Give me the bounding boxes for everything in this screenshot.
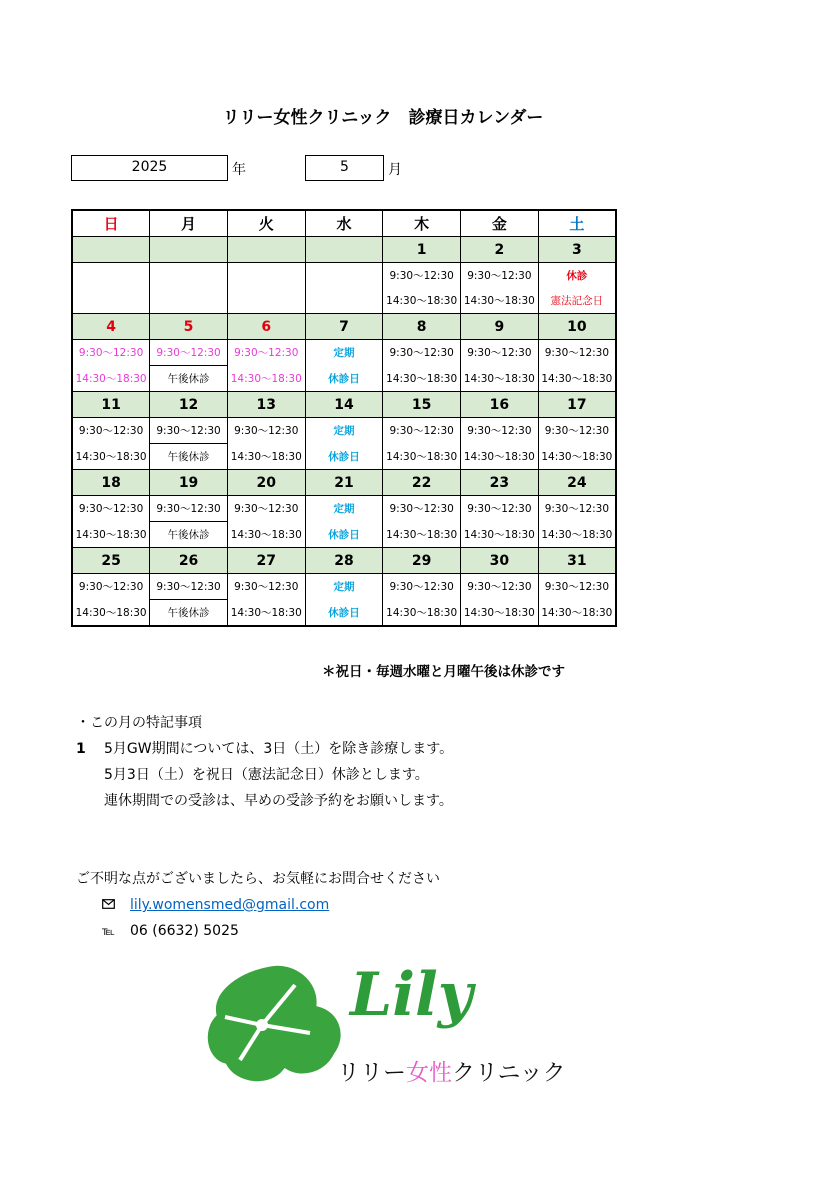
am-hours-cell: 定期 (305, 574, 383, 600)
date-row (72, 237, 616, 263)
am-hours-cell: 9:30～12:30 (72, 496, 150, 522)
tel-number[interactable]: 06 (6632) 5025 (130, 923, 239, 939)
contact-section (76, 866, 440, 944)
am-hours-cell: 9:30～12:30 (461, 574, 539, 600)
pm-hours-cell: 14:30～18:30 (383, 444, 461, 470)
date-cell: 13 (227, 392, 305, 418)
date-row (72, 548, 616, 574)
date-cell: 29 (383, 548, 461, 574)
date-cell: 15 (383, 392, 461, 418)
am-hours-row (72, 496, 616, 522)
am-hours-cell: 9:30～12:30 (538, 418, 616, 444)
pm-hours-row (72, 444, 616, 470)
pm-hours-cell: 14:30～18:30 (72, 444, 150, 470)
pm-hours-cell: 14:30～18:30 (72, 522, 150, 548)
pm-hours-row (72, 366, 616, 392)
am-hours-cell: 9:30～12:30 (538, 340, 616, 366)
pm-hours-cell: 14:30～18:30 (461, 366, 539, 392)
pm-hours-cell (305, 288, 383, 314)
date-cell (150, 237, 228, 263)
weekday-mon: 月 (150, 210, 228, 237)
date-cell: 22 (383, 470, 461, 496)
email-row (76, 892, 440, 918)
am-hours-cell: 9:30～12:30 (461, 263, 539, 289)
am-hours-cell: 9:30～12:30 (227, 574, 305, 600)
tel-icon: ℡ (102, 924, 115, 938)
date-cell: 27 (227, 548, 305, 574)
date-cell (72, 237, 150, 263)
am-hours-cell: 9:30～12:30 (383, 574, 461, 600)
pm-hours-cell: 14:30～18:30 (383, 366, 461, 392)
pm-hours-cell: 14:30～18:30 (227, 600, 305, 627)
date-cell: 7 (305, 314, 383, 340)
pm-hours-cell: 14:30～18:30 (461, 288, 539, 314)
pm-hours-cell: 憲法記念日 (538, 288, 616, 314)
date-cell: 25 (72, 548, 150, 574)
pm-hours-cell: 午後休診 (150, 600, 228, 627)
am-hours-cell: 定期 (305, 418, 383, 444)
date-cell: 16 (461, 392, 539, 418)
pm-hours-cell: 午後休診 (150, 366, 228, 392)
am-hours-cell: 9:30～12:30 (383, 340, 461, 366)
pm-hours-cell: 14:30～18:30 (72, 366, 150, 392)
note-text-2: 5月3日（土）を祝日（憲法記念日）休診とします。 (104, 767, 429, 783)
pm-hours-cell: 14:30～18:30 (227, 366, 305, 392)
am-hours-cell: 9:30～12:30 (461, 496, 539, 522)
logo-name-c: クリニック (452, 1060, 566, 1086)
am-hours-cell: 9:30～12:30 (72, 418, 150, 444)
weekday-header-row (72, 210, 616, 237)
logo-clinic-name (337, 1054, 566, 1087)
pm-hours-cell (227, 288, 305, 314)
notes-heading: ・この月の特記事項 (76, 715, 202, 731)
date-row (72, 392, 616, 418)
pm-hours-row (72, 600, 616, 627)
am-hours-cell: 9:30～12:30 (150, 340, 228, 366)
am-hours-cell: 9:30～12:30 (72, 574, 150, 600)
am-hours-cell: 9:30～12:30 (461, 418, 539, 444)
pm-hours-cell: 14:30～18:30 (227, 444, 305, 470)
am-hours-row (72, 574, 616, 600)
contact-intro: ご不明な点がございましたら、お気軽にお問合せください (76, 871, 440, 887)
pm-hours-cell: 午後休診 (150, 444, 228, 470)
am-hours-row (72, 418, 616, 444)
year-field[interactable]: 2025 (71, 155, 228, 181)
am-hours-cell: 休診 (538, 263, 616, 289)
pm-hours-cell: 14:30～18:30 (383, 288, 461, 314)
logo-name-a: リリー (337, 1060, 406, 1086)
am-hours-cell (227, 263, 305, 289)
date-cell: 17 (538, 392, 616, 418)
year-label: 年 (232, 162, 246, 178)
am-hours-cell: 9:30～12:30 (461, 340, 539, 366)
date-cell: 21 (305, 470, 383, 496)
pm-hours-cell: 休診日 (305, 444, 383, 470)
date-cell: 4 (72, 314, 150, 340)
am-hours-cell: 定期 (305, 496, 383, 522)
am-hours-cell: 9:30～12:30 (150, 496, 228, 522)
am-hours-cell: 9:30～12:30 (150, 418, 228, 444)
am-hours-cell: 9:30～12:30 (150, 574, 228, 600)
pm-hours-cell: 14:30～18:30 (538, 600, 616, 627)
pm-hours-cell: 14:30～18:30 (538, 522, 616, 548)
am-hours-cell (305, 263, 383, 289)
weekday-wed: 水 (305, 210, 383, 237)
am-hours-row (72, 263, 616, 289)
date-row (72, 314, 616, 340)
pm-hours-cell: 休診日 (305, 522, 383, 548)
date-row (72, 470, 616, 496)
date-cell (305, 237, 383, 263)
date-cell: 24 (538, 470, 616, 496)
am-hours-cell: 9:30～12:30 (227, 340, 305, 366)
pm-hours-cell: 14:30～18:30 (538, 366, 616, 392)
pm-hours-cell: 14:30～18:30 (227, 522, 305, 548)
date-cell: 26 (150, 548, 228, 574)
pm-hours-cell: 14:30～18:30 (383, 522, 461, 548)
pm-hours-cell: 14:30～18:30 (461, 444, 539, 470)
month-field[interactable]: 5 (305, 155, 384, 181)
am-hours-cell: 9:30～12:30 (538, 574, 616, 600)
am-hours-row (72, 340, 616, 366)
date-cell: 3 (538, 237, 616, 263)
special-notes (76, 710, 453, 814)
tel-row (76, 918, 440, 944)
logo-script: Lily (350, 960, 473, 1030)
date-cell: 19 (150, 470, 228, 496)
date-cell: 20 (227, 470, 305, 496)
pm-hours-row (72, 522, 616, 548)
am-hours-cell: 定期 (305, 340, 383, 366)
pm-hours-cell (150, 288, 228, 314)
date-cell (227, 237, 305, 263)
am-hours-cell (72, 263, 150, 289)
pm-hours-cell: 14:30～18:30 (461, 522, 539, 548)
date-cell: 6 (227, 314, 305, 340)
date-cell: 23 (461, 470, 539, 496)
pm-hours-cell (72, 288, 150, 314)
am-hours-cell: 9:30～12:30 (72, 340, 150, 366)
month-label: 月 (388, 162, 402, 178)
pm-hours-cell: 休診日 (305, 366, 383, 392)
pm-hours-cell: 14:30～18:30 (72, 600, 150, 627)
pm-hours-cell: 休診日 (305, 600, 383, 627)
weekday-thu: 木 (383, 210, 461, 237)
date-cell: 1 (383, 237, 461, 263)
email-link[interactable]: lily.womensmed@gmail.com (130, 897, 330, 913)
pm-hours-cell: 14:30～18:30 (461, 600, 539, 627)
date-cell: 10 (538, 314, 616, 340)
calendar-table (71, 209, 617, 627)
page-title: リリー女性クリニック 診療日カレンダー (222, 108, 544, 128)
date-cell: 31 (538, 548, 616, 574)
am-hours-cell: 9:30～12:30 (227, 418, 305, 444)
am-hours-cell: 9:30～12:30 (227, 496, 305, 522)
note-text-3: 連休期間での受診は、早めの受診予約をお願いします。 (104, 793, 453, 809)
closed-days-note: ＊祝日・毎週水曜と月曜午後は休診です (322, 664, 565, 680)
envelope-icon (76, 892, 130, 918)
date-cell: 30 (461, 548, 539, 574)
am-hours-cell: 9:30～12:30 (383, 496, 461, 522)
date-cell: 2 (461, 237, 539, 263)
date-cell: 5 (150, 314, 228, 340)
date-cell: 8 (383, 314, 461, 340)
am-hours-cell: 9:30～12:30 (538, 496, 616, 522)
am-hours-cell: 9:30～12:30 (383, 263, 461, 289)
note-number: 1 (76, 741, 86, 757)
weekday-fri: 金 (461, 210, 539, 237)
weekday-sun: 日 (72, 210, 150, 237)
am-hours-cell (150, 263, 228, 289)
weekday-tue: 火 (227, 210, 305, 237)
note-line-1 (76, 736, 453, 762)
weekday-sat: 土 (538, 210, 616, 237)
logo-name-b: 女性 (406, 1060, 452, 1086)
pm-hours-row (72, 288, 616, 314)
pm-hours-cell: 午後休診 (150, 522, 228, 548)
pm-hours-cell: 14:30～18:30 (538, 444, 616, 470)
date-cell: 11 (72, 392, 150, 418)
date-cell: 12 (150, 392, 228, 418)
pm-hours-cell: 14:30～18:30 (383, 600, 461, 627)
date-cell: 18 (72, 470, 150, 496)
am-hours-cell: 9:30～12:30 (383, 418, 461, 444)
date-cell: 28 (305, 548, 383, 574)
date-cell: 9 (461, 314, 539, 340)
date-cell: 14 (305, 392, 383, 418)
note-text-1: 5月GW期間については、3日（土）を除き診療します。 (104, 741, 454, 757)
